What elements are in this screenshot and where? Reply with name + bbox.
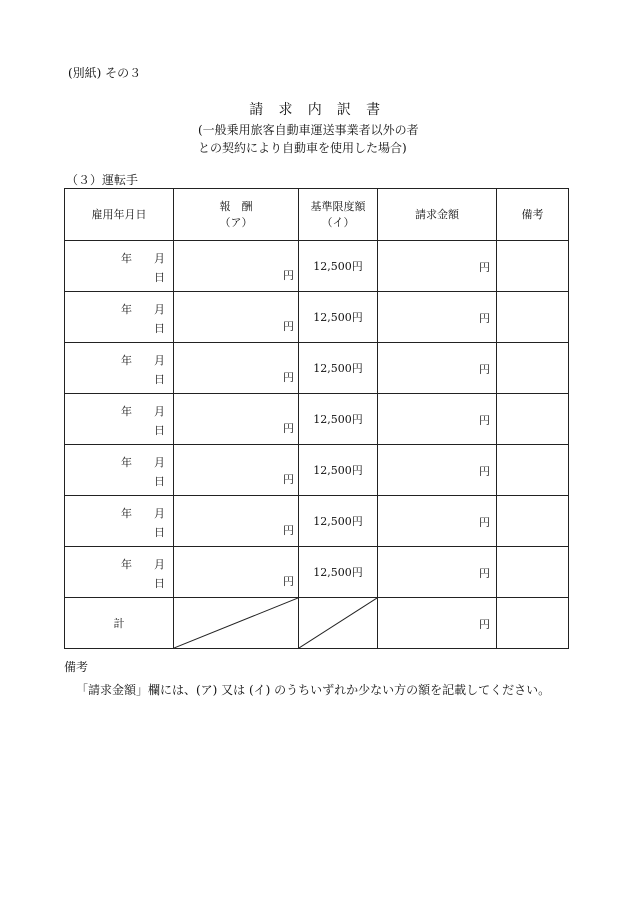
yen-unit: 円 bbox=[283, 269, 294, 282]
total-row bbox=[65, 598, 569, 649]
header-employment-date bbox=[65, 189, 174, 241]
remarks-cell[interactable] bbox=[497, 241, 569, 292]
pay-cell[interactable] bbox=[174, 547, 299, 598]
year-month-label: 年 月 bbox=[121, 354, 165, 367]
year-month-label: 年 月 bbox=[121, 303, 165, 316]
notes-label: 備考 bbox=[64, 660, 89, 674]
limit-amount: 12,500円 bbox=[313, 464, 363, 477]
table-row bbox=[65, 241, 569, 292]
day-label: 日 bbox=[154, 373, 165, 386]
employment-date-cell[interactable] bbox=[65, 496, 174, 547]
day-label: 日 bbox=[154, 577, 165, 590]
header-claim-amount bbox=[378, 189, 497, 241]
table-row bbox=[65, 292, 569, 343]
total-pay-cell-struck bbox=[174, 598, 299, 649]
standard-limit-cell bbox=[299, 445, 378, 496]
employment-date-cell[interactable] bbox=[65, 292, 174, 343]
section-label: （３）運転手 bbox=[66, 173, 139, 187]
limit-amount: 12,500円 bbox=[313, 515, 363, 528]
employment-date-cell[interactable] bbox=[65, 547, 174, 598]
header-remarks-text: 備考 bbox=[521, 207, 544, 221]
document-title: 請 求 内 訳 書 bbox=[249, 102, 381, 118]
total-label-cell bbox=[65, 598, 174, 649]
employment-date-cell[interactable] bbox=[65, 241, 174, 292]
pay-cell[interactable] bbox=[174, 241, 299, 292]
header-limit-line2: （イ） bbox=[321, 215, 355, 229]
notes-text: 「請求金額」欄には、(ア) 又は (イ) のうちいずれか少ない方の額を記載してください。 bbox=[76, 683, 551, 697]
total-label: 計 bbox=[113, 617, 125, 630]
pay-cell[interactable] bbox=[174, 445, 299, 496]
yen-unit: 円 bbox=[283, 575, 294, 588]
day-label: 日 bbox=[154, 271, 165, 284]
header-pay-line2: （ア） bbox=[219, 215, 253, 229]
pay-cell[interactable] bbox=[174, 496, 299, 547]
header-remarks bbox=[497, 189, 569, 241]
table-row bbox=[65, 496, 569, 547]
yen-unit: 円 bbox=[479, 312, 490, 325]
limit-amount: 12,500円 bbox=[313, 362, 363, 375]
table-body bbox=[65, 241, 569, 649]
yen-unit: 円 bbox=[479, 261, 490, 274]
standard-limit-cell bbox=[299, 394, 378, 445]
remarks-cell[interactable] bbox=[497, 496, 569, 547]
year-month-label: 年 月 bbox=[121, 456, 165, 469]
standard-limit-cell bbox=[299, 343, 378, 394]
yen-unit: 円 bbox=[283, 524, 294, 537]
remarks-cell[interactable] bbox=[497, 547, 569, 598]
diagonal-strike bbox=[299, 598, 377, 648]
employment-date-cell[interactable] bbox=[65, 394, 174, 445]
claim-amount-cell[interactable] bbox=[378, 241, 497, 292]
day-label: 日 bbox=[154, 322, 165, 335]
yen-unit: 円 bbox=[479, 618, 490, 631]
header-pay-line1: 報 酬 bbox=[219, 199, 253, 213]
yen-unit: 円 bbox=[479, 567, 490, 580]
total-limit-cell-struck bbox=[299, 598, 378, 649]
pay-cell[interactable] bbox=[174, 394, 299, 445]
appendix-label: (別紙) その３ bbox=[68, 66, 142, 80]
yen-unit: 円 bbox=[283, 371, 294, 384]
table-row bbox=[65, 547, 569, 598]
yen-unit: 円 bbox=[283, 473, 294, 486]
remarks-cell[interactable] bbox=[497, 343, 569, 394]
employment-date-cell[interactable] bbox=[65, 445, 174, 496]
document-subtitle-line1: (一般乗用旅客自動車運送事業者以外の者 bbox=[198, 123, 419, 137]
remarks-cell[interactable] bbox=[497, 445, 569, 496]
day-label: 日 bbox=[154, 424, 165, 437]
employment-date-cell[interactable] bbox=[65, 343, 174, 394]
claim-amount-cell[interactable] bbox=[378, 445, 497, 496]
claim-amount-cell[interactable] bbox=[378, 343, 497, 394]
pay-cell[interactable] bbox=[174, 343, 299, 394]
claim-amount-cell[interactable] bbox=[378, 547, 497, 598]
header-row bbox=[65, 189, 569, 241]
table-row bbox=[65, 343, 569, 394]
header-limit-line1: 基準限度額 bbox=[310, 199, 366, 213]
day-label: 日 bbox=[154, 526, 165, 539]
day-label: 日 bbox=[154, 475, 165, 488]
standard-limit-cell bbox=[299, 292, 378, 343]
remarks-cell[interactable] bbox=[497, 394, 569, 445]
table-header bbox=[65, 189, 569, 241]
table-row bbox=[65, 445, 569, 496]
yen-unit: 円 bbox=[479, 414, 490, 427]
header-employment-date-text: 雇用年月日 bbox=[91, 207, 147, 221]
limit-amount: 12,500円 bbox=[313, 311, 363, 324]
total-remarks-cell[interactable] bbox=[497, 598, 569, 649]
yen-unit: 円 bbox=[283, 320, 294, 333]
year-month-label: 年 月 bbox=[121, 405, 165, 418]
header-claim-amount-text: 請求金額 bbox=[415, 207, 459, 221]
limit-amount: 12,500円 bbox=[313, 413, 363, 426]
claim-breakdown-table bbox=[64, 188, 569, 649]
remarks-cell[interactable] bbox=[497, 292, 569, 343]
diagonal-strike bbox=[174, 598, 298, 648]
total-claim-amount-cell[interactable] bbox=[378, 598, 497, 649]
yen-unit: 円 bbox=[479, 465, 490, 478]
year-month-label: 年 月 bbox=[121, 252, 165, 265]
standard-limit-cell bbox=[299, 241, 378, 292]
limit-amount: 12,500円 bbox=[313, 260, 363, 273]
document-subtitle-line2: との契約により自動車を使用した場合) bbox=[198, 141, 407, 155]
table-row bbox=[65, 394, 569, 445]
claim-amount-cell[interactable] bbox=[378, 292, 497, 343]
claim-amount-cell[interactable] bbox=[378, 394, 497, 445]
pay-cell[interactable] bbox=[174, 292, 299, 343]
yen-unit: 円 bbox=[479, 516, 490, 529]
year-month-label: 年 月 bbox=[121, 558, 165, 571]
header-standard-limit bbox=[299, 189, 378, 241]
limit-amount: 12,500円 bbox=[313, 566, 363, 579]
yen-unit: 円 bbox=[283, 422, 294, 435]
standard-limit-cell bbox=[299, 547, 378, 598]
standard-limit-cell bbox=[299, 496, 378, 547]
header-pay bbox=[174, 189, 299, 241]
year-month-label: 年 月 bbox=[121, 507, 165, 520]
claim-amount-cell[interactable] bbox=[378, 496, 497, 547]
yen-unit: 円 bbox=[479, 363, 490, 376]
